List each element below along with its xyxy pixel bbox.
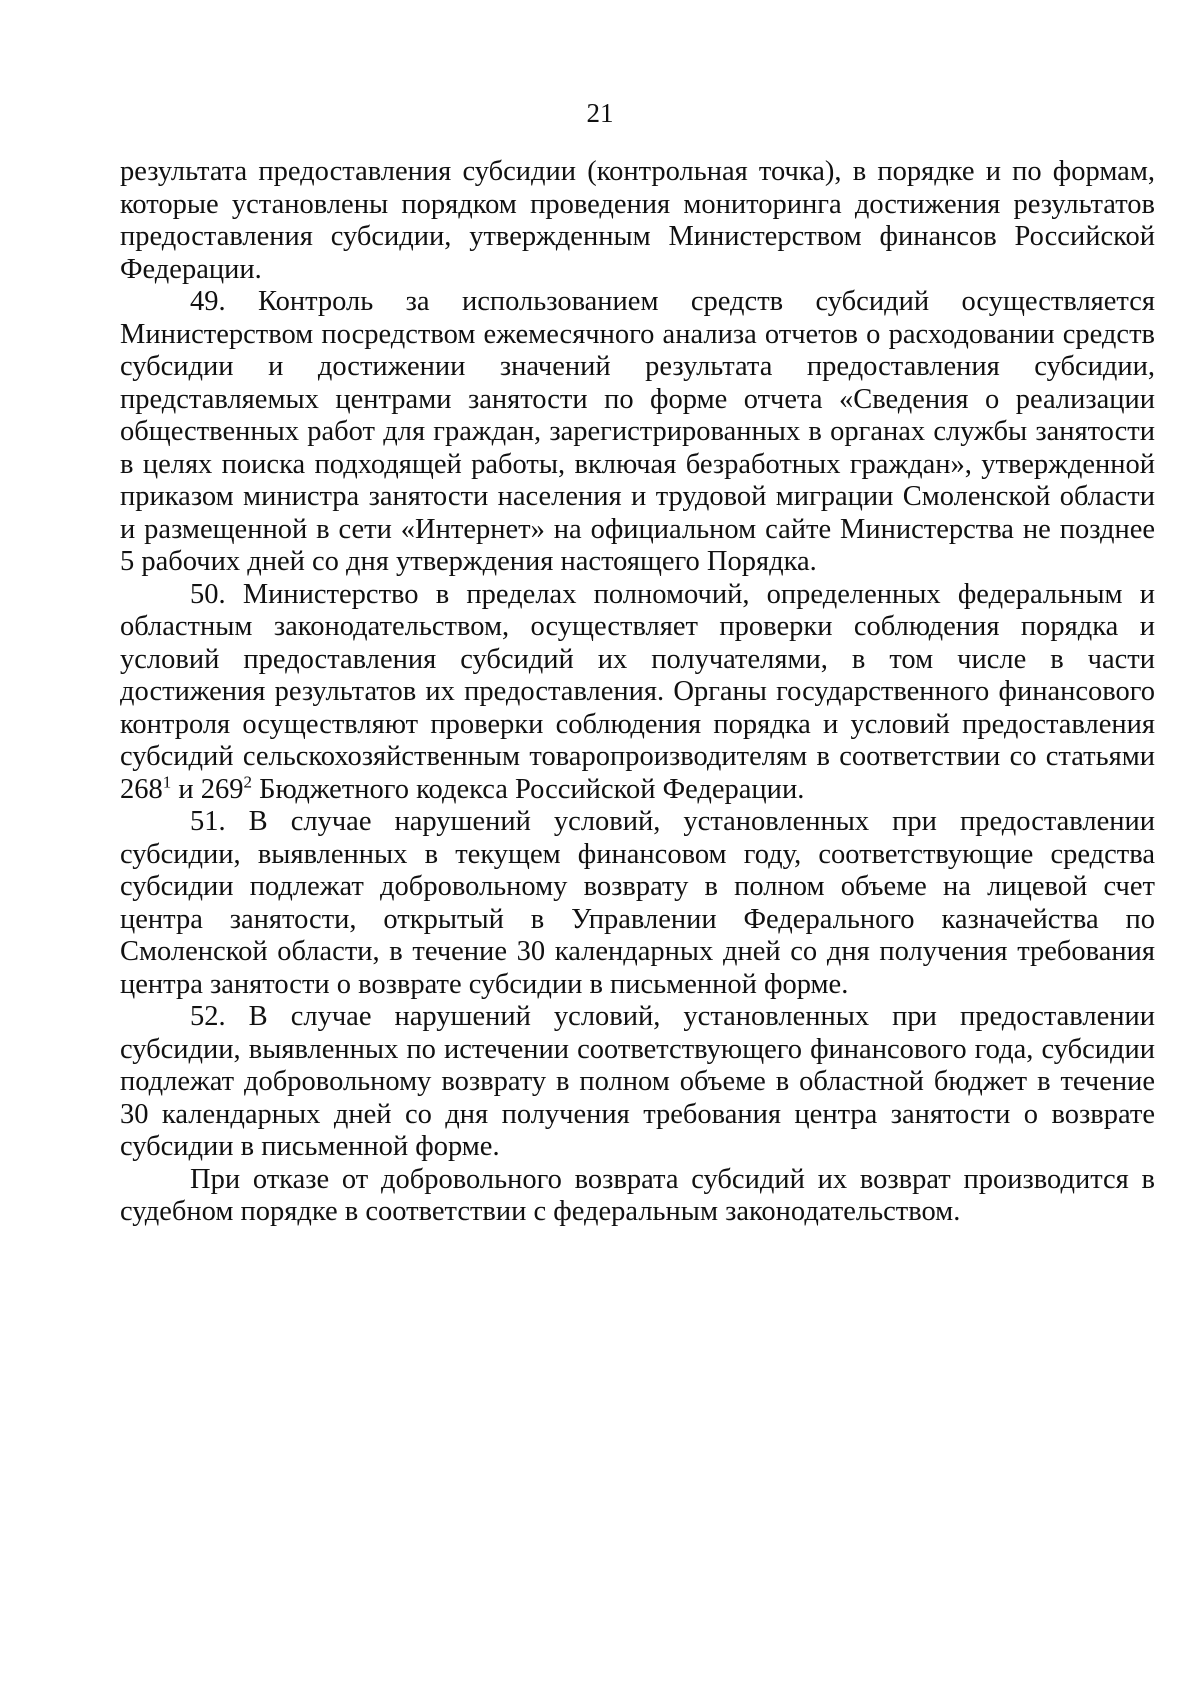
page-number: 21 [586, 98, 614, 128]
paragraph-50-text-b: и 269 [171, 773, 244, 805]
paragraph-49: 49. Контроль за использованием средств субсидий осуществляется Министерством посредством ежемесячного анализа отчетов о расходовании средств субсидии и достижении значений результата предоставления субсидии, представляемых центрами занятости по форме отчета «Сведения о реализации общественных работ для граждан, зарегистрированных в органах службы занятости в целях поиска подходящей работы, включая безработных граждан», утвержденной приказом министра занятости населения и трудовой миграции Смоленской области и размещенной в сети «Интернет» на официальном сайте Министерства не позднее 5 рабочих дней со дня утверждения настоящего Порядка. [120, 286, 1155, 577]
document-body [120, 156, 1155, 1229]
superscript-1: 1 [162, 772, 172, 791]
paragraph-52: 52. В случае нарушений условий, установленных при предоставлении субсидии, выявленных по истечении соответствующего финансового года, субсидии подлежат добровольному возврату в полном объеме в областной бюджет в течение 30 календарных дней со дня получения требования центра занятости о возврате субсидии в письменной форме. [120, 1001, 1155, 1162]
superscript-2: 2 [243, 772, 253, 791]
paragraph-50-text-a: 50. Министерство в пределах полномочий, определенных федеральным и областным законодательством, осуществляет проверки соблюдения порядка и условий предоставления субсидий их получателями, в том числе в части достижения результатов их предоставления. Органы государственного финансового контроля осуществляют проверки соблюдения порядка и условий предоставления субсидий сельскохозяйственным товаропроизводителям в соответствии со статьями 268 [120, 578, 1155, 805]
paragraph-continuation: результата предоставления субсидии (контрольная точка), в порядке и по формам, которые установлены порядком проведения мониторинга достижения результатов предоставления субсидии, утвержденным Министерством финансов Российской Федерации. [120, 156, 1155, 285]
paragraph-51: 51. В случае нарушений условий, установленных при предоставлении субсидии, выявленных в текущем финансовом году, соответствующие средства субсидии подлежат добровольному возврату в полном объеме на лицевой счет центра занятости, открытый в Управлении Федерального казначейства по Смоленской области, в течение 30 календарных дней со дня получения требования центра занятости о возврате субсидии в письменной форме. [120, 806, 1155, 1000]
paragraph-final: При отказе от добровольного возврата субсидий их возврат производится в судебном порядке в соответствии с федеральным законодательством. [120, 1163, 1155, 1227]
paragraph-50 [120, 579, 1155, 807]
paragraph-50-text-c: Бюджетного кодекса Российской Федерации. [252, 773, 805, 805]
